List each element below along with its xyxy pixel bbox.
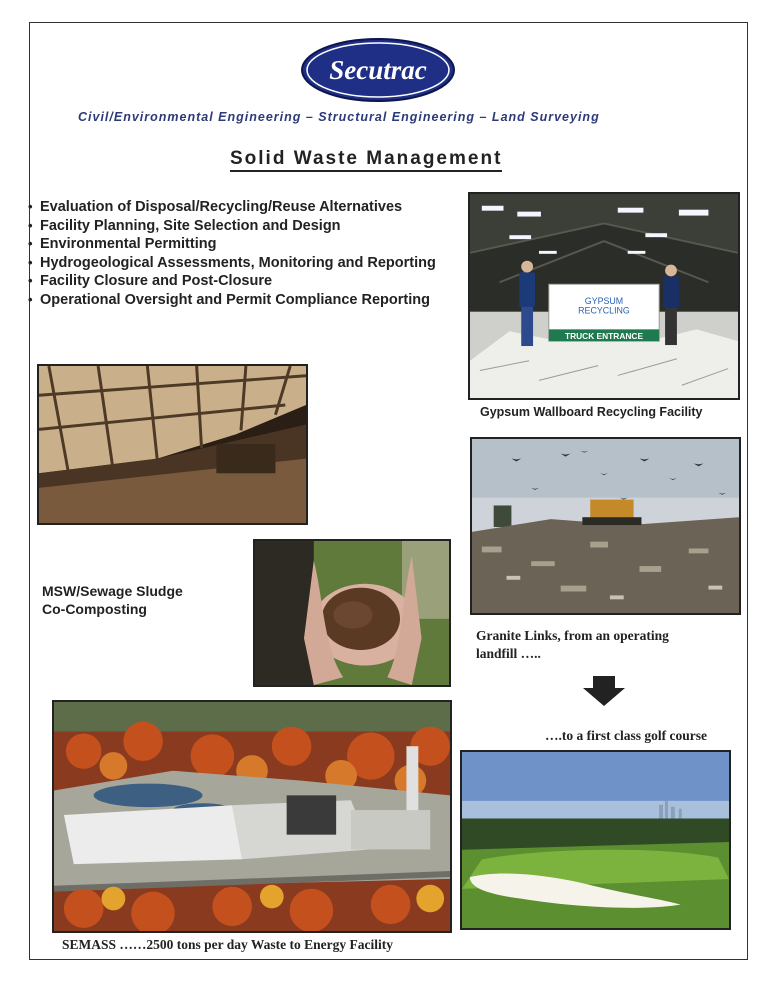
svg-text:RECYCLING: RECYCLING: [578, 305, 630, 316]
gypsum-facility-photo: [468, 192, 740, 400]
services-tagline: Civil/Environmental Engineering – Structural Engineering – Land Surveying: [78, 110, 600, 124]
services-list: [28, 198, 436, 309]
list-item: • Environmental Permitting: [28, 235, 436, 254]
svg-text:GYPSUM: GYPSUM: [584, 295, 624, 306]
composting-building-photo: [37, 364, 308, 525]
golf-course-photo: [460, 750, 731, 930]
landfill-photo: [470, 437, 741, 615]
list-item: • Operational Oversight and Permit Compliance Reporting: [28, 291, 436, 310]
down-arrow-icon: [583, 676, 625, 706]
gypsum-caption: Gypsum Wallboard Recycling Facility: [480, 405, 703, 419]
semass-caption: SEMASS ……2500 tons per day Waste to Energy Facility: [62, 937, 394, 952]
landfill-caption-line1: Granite Links, from an operating: [476, 628, 669, 643]
list-item: • Facility Planning, Site Selection and Design: [28, 217, 436, 236]
secutrac-logo: [300, 37, 456, 103]
compost-caption-line1: MSW/Sewage Sludge: [42, 583, 183, 599]
compost-caption-line2: Co-Composting: [42, 601, 147, 617]
list-item: • Evaluation of Disposal/Recycling/Reuse Alternatives: [28, 198, 436, 217]
list-item: • Hydrogeological Assessments, Monitoring and Reporting: [28, 254, 436, 273]
svg-text:TRUCK ENTRANCE: TRUCK ENTRANCE: [564, 331, 644, 342]
svg-text:Secutrac: Secutrac: [329, 55, 427, 85]
list-item: • Facility Closure and Post-Closure: [28, 272, 436, 291]
golf-caption: ….to a first class golf course: [545, 728, 707, 743]
page-title: Solid Waste Management: [230, 148, 502, 172]
semass-facility-photo: [52, 700, 452, 933]
landfill-caption-line2: landfill …..: [476, 646, 541, 661]
compost-hands-photo: [253, 539, 451, 687]
